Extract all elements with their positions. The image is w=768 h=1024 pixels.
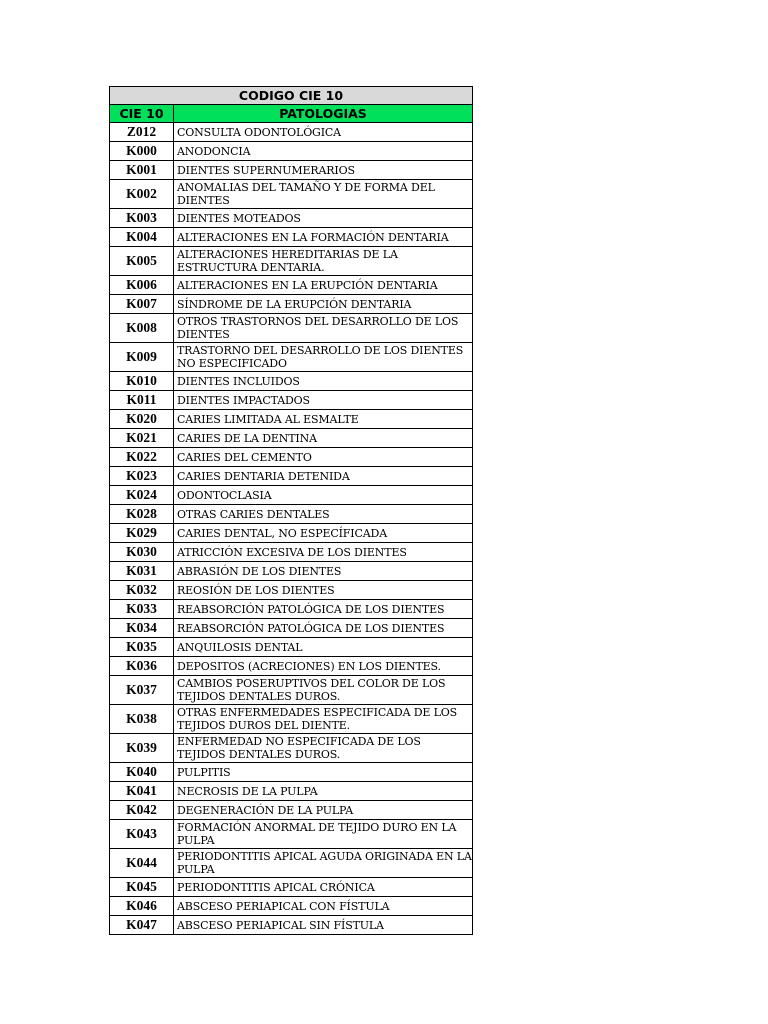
column-header-code: CIE 10 — [110, 105, 174, 123]
row-description: ALTERACIONES HEREDITARIAS DE LA ESTRUCTURA DENTARIA. — [174, 247, 473, 276]
table-row — [110, 180, 473, 209]
table-row — [110, 600, 473, 619]
table-row — [110, 276, 473, 295]
row-code: K011 — [110, 391, 174, 410]
row-description: CARIES LIMITADA AL ESMALTE — [174, 410, 473, 429]
table-title: CODIGO CIE 10 — [110, 87, 473, 105]
column-header-description: PATOLOGIAS — [174, 105, 473, 123]
row-code: K033 — [110, 600, 174, 619]
row-code: K028 — [110, 505, 174, 524]
table-row — [110, 543, 473, 562]
table-row — [110, 410, 473, 429]
row-code: K038 — [110, 705, 174, 734]
row-code: K008 — [110, 314, 174, 343]
row-description: ALTERACIONES EN LA ERUPCIÓN DENTARIA — [174, 276, 473, 295]
table-row — [110, 467, 473, 486]
table-row — [110, 314, 473, 343]
table-row — [110, 801, 473, 820]
row-description: CARIES DEL CEMENTO — [174, 448, 473, 467]
table-row — [110, 676, 473, 705]
table-row — [110, 142, 473, 161]
row-description: DIENTES MOTEADOS — [174, 209, 473, 228]
row-description: PERIODONTITIS APICAL AGUDA ORIGINADA EN LA PULPA — [174, 849, 473, 878]
cie10-sheet — [109, 86, 472, 935]
row-code: K022 — [110, 448, 174, 467]
row-code: K021 — [110, 429, 174, 448]
row-description: PERIODONTITIS APICAL CRÓNICA — [174, 878, 473, 897]
row-description: DEGENERACIÓN DE LA PULPA — [174, 801, 473, 820]
row-code: K047 — [110, 916, 174, 935]
row-description: ENFERMEDAD NO ESPECIFICADA DE LOS TEJIDOS DENTALES DUROS. — [174, 734, 473, 763]
row-code: K041 — [110, 782, 174, 801]
cie10-table — [109, 86, 473, 935]
row-description: NECROSIS DE LA PULPA — [174, 782, 473, 801]
row-code: K030 — [110, 543, 174, 562]
row-code: K034 — [110, 619, 174, 638]
row-description: DIENTES IMPACTADOS — [174, 391, 473, 410]
table-row — [110, 161, 473, 180]
row-code: K036 — [110, 657, 174, 676]
row-code: K010 — [110, 372, 174, 391]
row-code: K005 — [110, 247, 174, 276]
row-code: K009 — [110, 343, 174, 372]
row-description: DIENTES INCLUIDOS — [174, 372, 473, 391]
row-description: ALTERACIONES EN LA FORMACIÓN DENTARIA — [174, 228, 473, 247]
table-row — [110, 209, 473, 228]
row-code: K035 — [110, 638, 174, 657]
row-code: K045 — [110, 878, 174, 897]
row-description: FORMACIÓN ANORMAL DE TEJIDO DURO EN LA PULPA — [174, 820, 473, 849]
row-code: K006 — [110, 276, 174, 295]
table-row — [110, 878, 473, 897]
row-description: OTROS TRASTORNOS DEL DESARROLLO DE LOS DIENTES — [174, 314, 473, 343]
table-row — [110, 782, 473, 801]
table-row — [110, 448, 473, 467]
row-code: K004 — [110, 228, 174, 247]
table-row — [110, 505, 473, 524]
table-row — [110, 820, 473, 849]
row-code: K002 — [110, 180, 174, 209]
row-description: ATRICCIÓN EXCESIVA DE LOS DIENTES — [174, 543, 473, 562]
row-code: K039 — [110, 734, 174, 763]
row-code: K032 — [110, 581, 174, 600]
table-row — [110, 429, 473, 448]
row-code: K020 — [110, 410, 174, 429]
row-description: TRASTORNO DEL DESARROLLO DE LOS DIENTES NO ESPECIFICADO — [174, 343, 473, 372]
row-code: Z012 — [110, 123, 174, 142]
row-description: ODONTOCLASIA — [174, 486, 473, 505]
row-description: ANQUILOSIS DENTAL — [174, 638, 473, 657]
row-description: OTRAS CARIES DENTALES — [174, 505, 473, 524]
row-description: ANODONCIA — [174, 142, 473, 161]
table-row — [110, 343, 473, 372]
table-row — [110, 619, 473, 638]
row-code: K003 — [110, 209, 174, 228]
table-row — [110, 295, 473, 314]
row-description: DEPOSITOS (ACRECIONES) EN LOS DIENTES. — [174, 657, 473, 676]
table-row — [110, 849, 473, 878]
table-row — [110, 916, 473, 935]
row-code: K001 — [110, 161, 174, 180]
table-row — [110, 897, 473, 916]
row-description: DIENTES SUPERNUMERARIOS — [174, 161, 473, 180]
table-row — [110, 763, 473, 782]
row-code: K043 — [110, 820, 174, 849]
row-code: K040 — [110, 763, 174, 782]
table-title-row — [110, 87, 473, 105]
row-code: K029 — [110, 524, 174, 543]
table-row — [110, 372, 473, 391]
row-code: K000 — [110, 142, 174, 161]
table-row — [110, 123, 473, 142]
table-row — [110, 657, 473, 676]
row-description: CONSULTA ODONTOLÓGICA — [174, 123, 473, 142]
row-description: ABSCESO PERIAPICAL SIN FÍSTULA — [174, 916, 473, 935]
table-row — [110, 734, 473, 763]
table-row — [110, 486, 473, 505]
table-row — [110, 638, 473, 657]
row-description: CARIES DENTARIA DETENIDA — [174, 467, 473, 486]
row-description: ABSCESO PERIAPICAL CON FÍSTULA — [174, 897, 473, 916]
table-body — [110, 123, 473, 935]
row-code: K037 — [110, 676, 174, 705]
row-description: OTRAS ENFERMEDADES ESPECIFICADA DE LOS TEJIDOS DUROS DEL DIENTE. — [174, 705, 473, 734]
table-row — [110, 705, 473, 734]
row-description: PULPITIS — [174, 763, 473, 782]
table-row — [110, 391, 473, 410]
row-code: K007 — [110, 295, 174, 314]
row-code: K024 — [110, 486, 174, 505]
row-code: K031 — [110, 562, 174, 581]
row-code: K042 — [110, 801, 174, 820]
row-description: CARIES DE LA DENTINA — [174, 429, 473, 448]
table-row — [110, 228, 473, 247]
row-description: REABSORCIÓN PATOLÓGICA DE LOS DIENTES — [174, 619, 473, 638]
row-description: REOSIÓN DE LOS DIENTES — [174, 581, 473, 600]
row-code: K044 — [110, 849, 174, 878]
table-row — [110, 581, 473, 600]
row-description: REABSORCIÓN PATOLÓGICA DE LOS DIENTES — [174, 600, 473, 619]
table-row — [110, 562, 473, 581]
row-code: K046 — [110, 897, 174, 916]
table-header-row — [110, 105, 473, 123]
row-description: SÍNDROME DE LA ERUPCIÓN DENTARIA — [174, 295, 473, 314]
table-row — [110, 247, 473, 276]
row-description: ABRASIÓN DE LOS DIENTES — [174, 562, 473, 581]
table-row — [110, 524, 473, 543]
row-description: ANOMALIAS DEL TAMAÑO Y DE FORMA DEL DIENTES — [174, 180, 473, 209]
row-description: CAMBIOS POSERUPTIVOS DEL COLOR DE LOS TEJIDOS DENTALES DUROS. — [174, 676, 473, 705]
row-description: CARIES DENTAL, NO ESPECÍFICADA — [174, 524, 473, 543]
row-code: K023 — [110, 467, 174, 486]
